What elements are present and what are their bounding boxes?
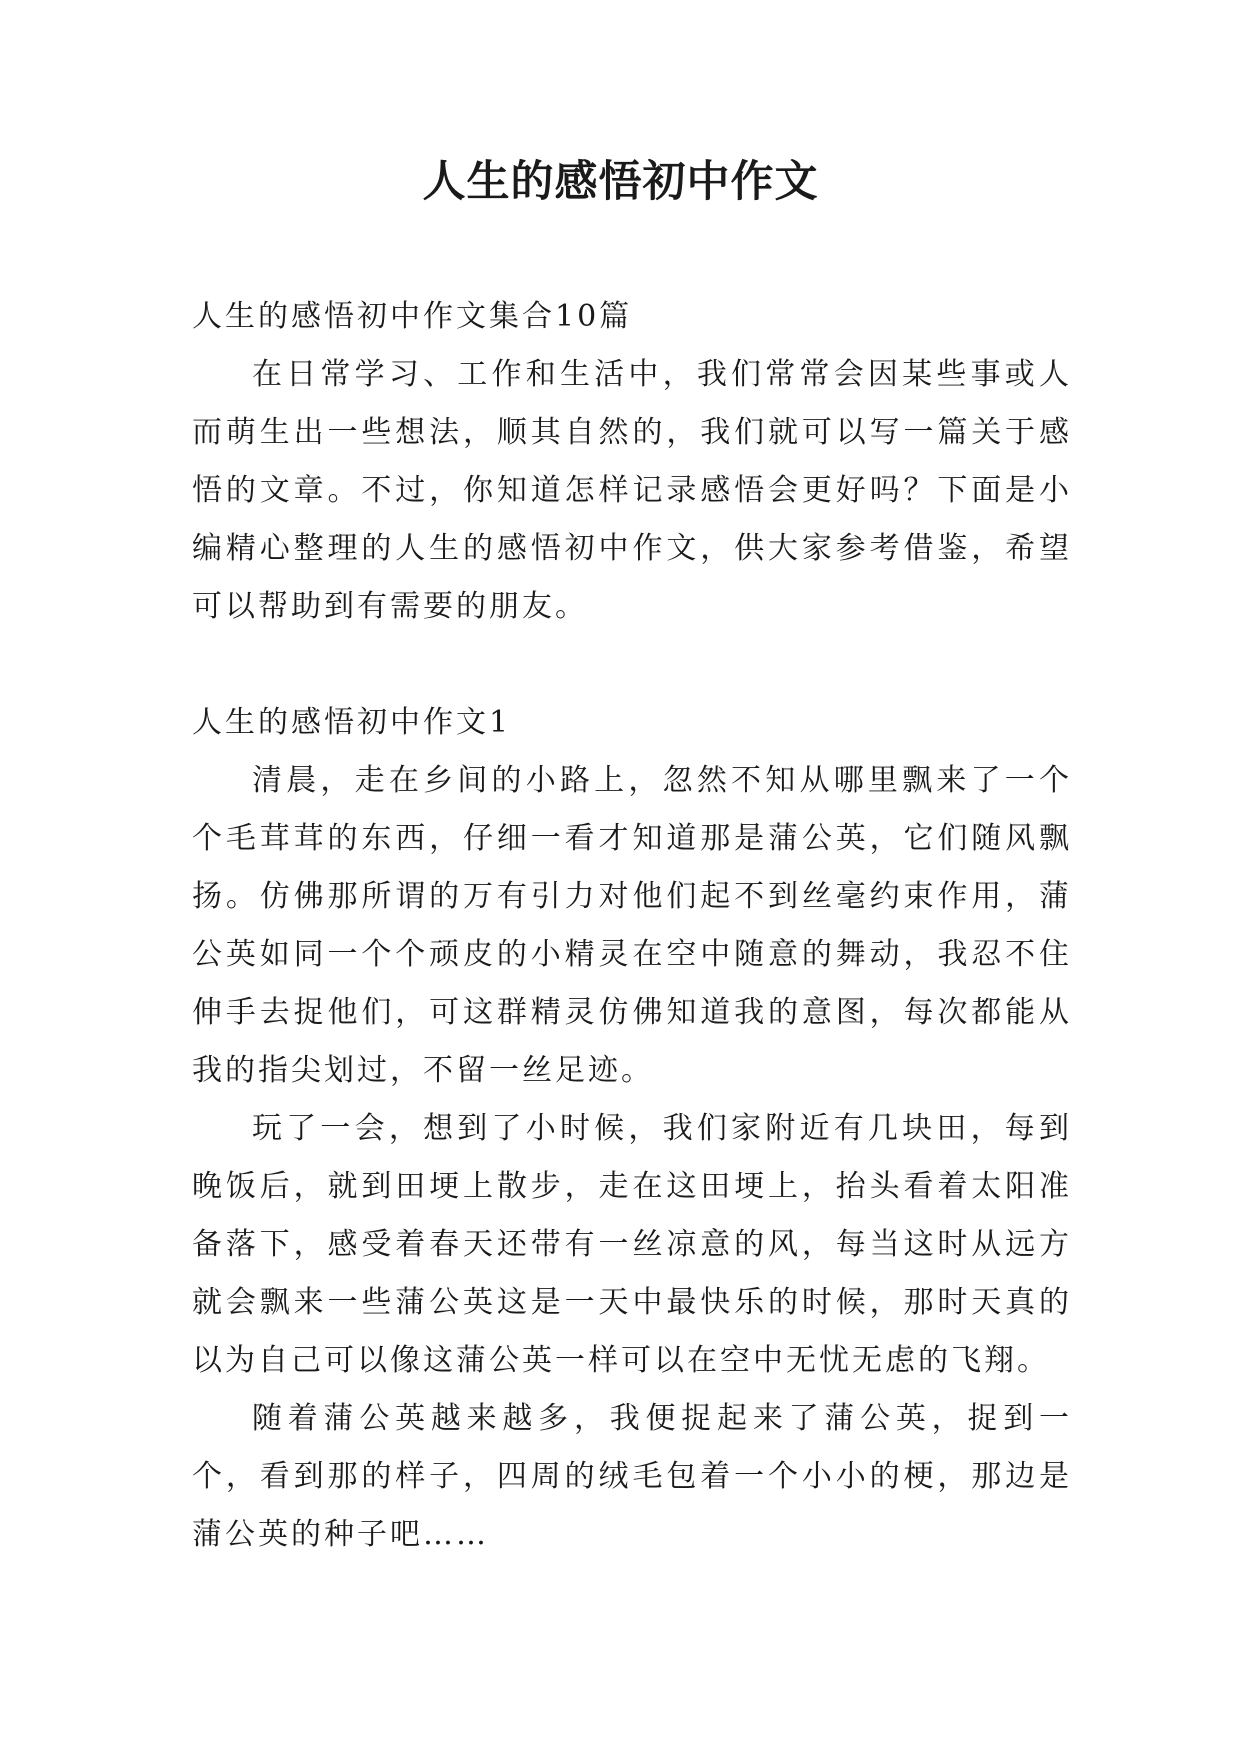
document-body [192, 288, 1072, 1564]
essay-1-heading: 人生的感悟初中作文1 [192, 705, 512, 740]
essay-1-paragraph-3: 随着蒲公英越来越多，我便捉起来了蒲公英，捉到一个，看到那的样子，四周的绒毛包着一个小小的梗，那边是蒲公英的种子吧…… [192, 1401, 1072, 1552]
collection-heading: 人生的感悟初中作文集合10篇 [192, 299, 633, 334]
document-title: 人生的感悟初中作文 [422, 157, 819, 207]
section-spacer [192, 636, 1072, 694]
essay-1-paragraph-1: 清晨，走在乡间的小路上，忽然不知从哪里飘来了一个个毛茸茸的东西，仔细一看才知道那是蒲公英，它们随风飘扬。仿佛那所谓的万有引力对他们起不到丝毫约束作用，蒲公英如同一个个顽皮的小精灵在空中随意的舞动，我忍不住伸手去捉他们，可这群精灵仿佛知道我的意图，每次都能从我的指尖划过，不留一丝足迹。 [192, 763, 1072, 1088]
essay-1-paragraph-2: 玩了一会，想到了小时候，我们家附近有几块田，每到晚饭后，就到田埂上散步，走在这田埂上，抬头看着太阳准备落下，感受着春天还带有一丝凉意的风，每当这时从远方就会飘来一些蒲公英这是一天中最快乐的时候，那时天真的以为自己可以像这蒲公英一样可以在空中无忧无虑的飞翔。 [192, 1111, 1072, 1378]
intro-paragraph: 在日常学习、工作和生活中，我们常常会因某些事或人而萌生出一些想法，顺其自然的，我们就可以写一篇关于感悟的文章。不过，你知道怎样记录感悟会更好吗？下面是小编精心整理的人生的感悟初中作文，供大家参考借鉴，希望可以帮助到有需要的朋友。 [192, 357, 1072, 624]
